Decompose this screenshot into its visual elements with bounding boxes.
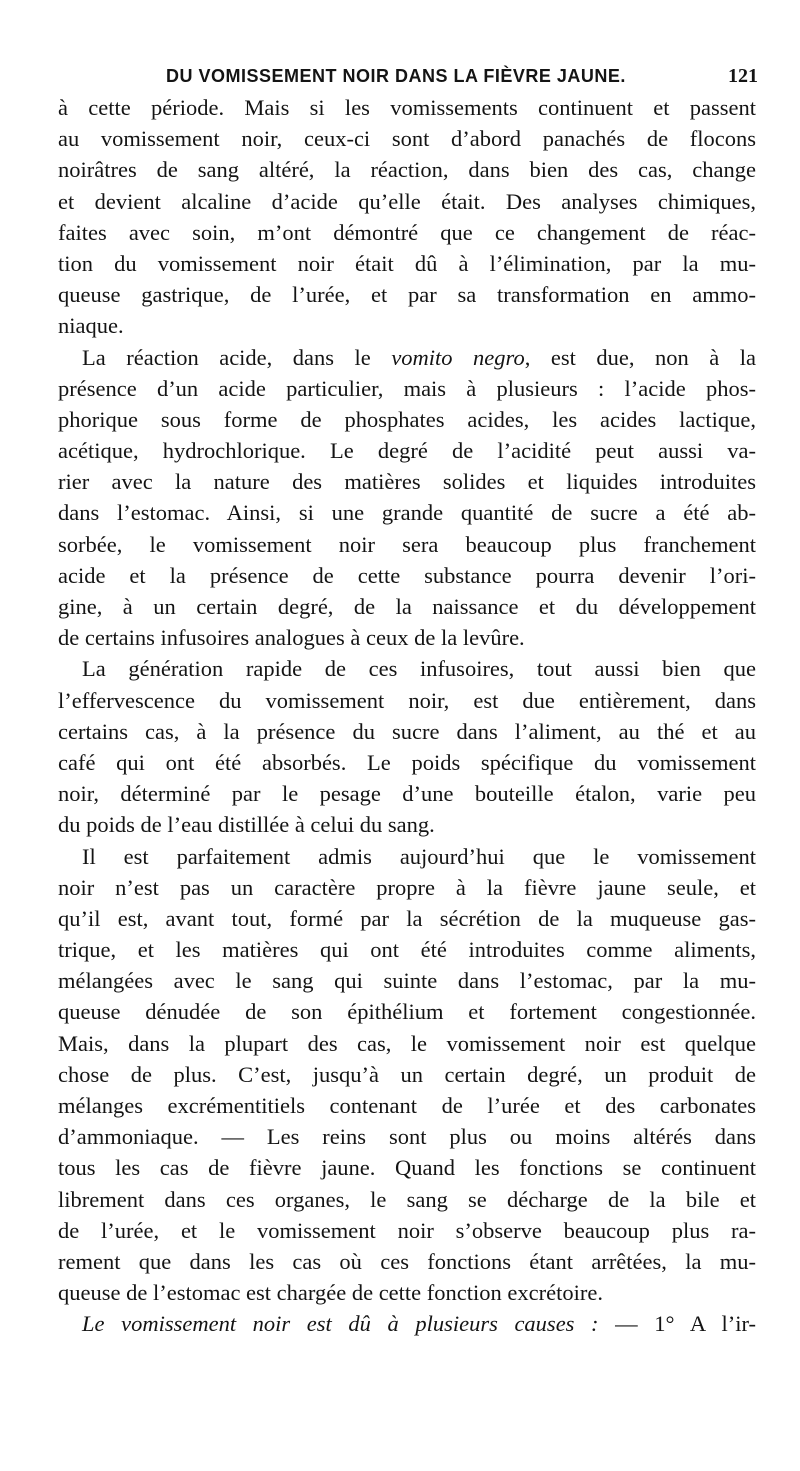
text-segment: café qui ont été absorbés. Le poids spécifique du vomissement xyxy=(58,749,756,775)
text-segment: tous les cas de fièvre jaune. Quand les fonctions se continuent xyxy=(58,1155,756,1181)
text-line xyxy=(58,186,756,217)
text-line xyxy=(58,1028,756,1059)
text-segment: faites avec soin, m’ont démontré que ce changement de réac- xyxy=(58,219,756,245)
text-segment: queuse gastrique, de l’urée, et par sa transformation en ammo- xyxy=(58,282,756,308)
text-segment: niaque. xyxy=(58,313,124,339)
text-line xyxy=(58,1308,756,1339)
text-line xyxy=(58,1246,756,1277)
text-line xyxy=(58,1121,756,1152)
text-segment: noir, déterminé par le pesage d’une bouteille étalon, varie peu xyxy=(58,781,756,807)
text-line xyxy=(58,466,756,497)
text-line xyxy=(58,497,756,528)
text-segment: Il est parfaitement admis aujourd’hui que le vomissement xyxy=(82,843,756,869)
italic-text: vomito negro xyxy=(391,344,525,370)
text-line xyxy=(58,747,756,778)
text-segment: de l’urée, et le vomissement noir s’observe beaucoup plus ra- xyxy=(58,1217,756,1243)
text-line xyxy=(58,279,756,310)
text-segment: l’effervescence du vomissement noir, est due entièrement, dans xyxy=(58,687,756,713)
text-line xyxy=(58,591,756,622)
text-line xyxy=(58,716,756,747)
text-line xyxy=(58,123,756,154)
text-line xyxy=(58,373,756,404)
text-line xyxy=(58,622,756,653)
running-title: DU VOMISSEMENT NOIR DANS LA FIÈVRE JAUNE. xyxy=(166,66,626,86)
text-line xyxy=(58,1059,756,1090)
text-line xyxy=(58,872,756,903)
text-segment: queuse de l’estomac est chargée de cette fonction excrétoire. xyxy=(58,1280,603,1306)
text-line xyxy=(58,404,756,435)
text-segment: au vomissement noir, ceux-ci sont d’abord panachés de flocons xyxy=(58,126,756,152)
text-segment: à cette période. Mais si les vomissements continuent et passent xyxy=(58,95,756,120)
text-segment: gine, à un certain degré, de la naissance et du développement xyxy=(58,594,756,619)
text-segment: librement dans ces organes, le sang se décharge de la bile et xyxy=(58,1186,756,1212)
italic-text: Le vomissement noir est dû à plusieurs causes : xyxy=(82,1311,599,1337)
text-line xyxy=(58,1277,756,1308)
text-segment: Mais, dans la plupart des cas, le vomissement noir est quelque xyxy=(58,1030,756,1056)
text-segment: d’ammoniaque. — Les reins sont plus ou moins altérés dans xyxy=(58,1124,756,1150)
text-line xyxy=(58,92,756,123)
text-line xyxy=(58,529,756,560)
text-segment: noirâtres de sang altéré, la réaction, dans bien des cas, change xyxy=(58,157,756,183)
text-segment: de certains infusoires analogues à ceux de la levûre. xyxy=(58,625,525,651)
text-segment: La réaction acide, dans le xyxy=(82,344,392,370)
text-segment: sorbée, le vomissement noir sera beaucoup plus franchement xyxy=(58,531,756,557)
text-segment: mélanges excrémentitiels contenant de l’urée et des carbonates xyxy=(58,1093,756,1118)
text-line xyxy=(58,996,756,1027)
text-line xyxy=(58,1215,756,1246)
text-segment: certains cas, à la présence du sucre dans l’aliment, au thé et au xyxy=(58,718,756,744)
text-line xyxy=(58,1090,756,1121)
text-segment: noir n’est pas un caractère propre à la fièvre jaune seule, et xyxy=(58,874,756,900)
text-line xyxy=(58,934,756,965)
text-segment: rement que dans les cas où ces fonctions étant arrêtées, la mu- xyxy=(58,1248,756,1274)
page-number: 121 xyxy=(728,65,758,87)
text-line xyxy=(58,248,756,279)
text-line xyxy=(58,560,756,591)
text-segment: acétique, hydrochlorique. Le degré de l’acidité peut aussi va- xyxy=(58,438,756,464)
body-text xyxy=(58,92,756,1340)
text-segment: tion du vomissement noir était dû à l’élimination, par la mu- xyxy=(58,250,756,276)
text-segment: , est due, non à la xyxy=(524,344,756,370)
text-line xyxy=(58,435,756,466)
running-head xyxy=(58,62,758,90)
text-segment: — 1° A l’ir- xyxy=(598,1311,757,1337)
text-line xyxy=(58,809,756,840)
text-segment: rier avec la nature des matières solides et liquides introduites xyxy=(58,469,756,495)
text-segment: phorique sous forme de phosphates acides, les acides lactique, xyxy=(58,406,756,432)
text-segment: du poids de l’eau distillée à celui du sang. xyxy=(58,812,435,838)
text-segment: qu’il est, avant tout, formé par la sécrétion de la muqueuse gas- xyxy=(58,905,756,931)
text-line xyxy=(58,965,756,996)
text-segment: mélangées avec le sang qui suinte dans l’estomac, par la mu- xyxy=(58,968,756,994)
text-segment: La génération rapide de ces infusoires, tout aussi bien que xyxy=(82,656,756,682)
text-line xyxy=(58,310,756,341)
text-line xyxy=(58,1184,756,1215)
text-segment: trique, et les matières qui ont été introduites comme aliments, xyxy=(58,937,756,963)
text-line xyxy=(58,685,756,716)
text-segment: queuse dénudée de son épithélium et fortement congestionnée. xyxy=(58,999,756,1025)
text-line xyxy=(58,1152,756,1183)
text-line xyxy=(58,778,756,809)
text-segment: présence d’un acide particulier, mais à plusieurs : l’acide phos- xyxy=(58,375,756,401)
text-line xyxy=(58,342,756,373)
text-segment: acide et la présence de cette substance pourra devenir l’ori- xyxy=(58,562,756,588)
text-segment: et devient alcaline d’acide qu’elle était. Des analyses chimiques, xyxy=(58,188,756,214)
text-line xyxy=(58,653,756,684)
text-line xyxy=(58,841,756,872)
text-line xyxy=(58,217,756,248)
text-line xyxy=(58,903,756,934)
text-segment: dans l’estomac. Ainsi, si une grande quantité de sucre a été ab- xyxy=(58,500,756,526)
text-segment: chose de plus. C’est, jusqu’à un certain degré, un produit de xyxy=(58,1061,756,1087)
text-line xyxy=(58,154,756,185)
